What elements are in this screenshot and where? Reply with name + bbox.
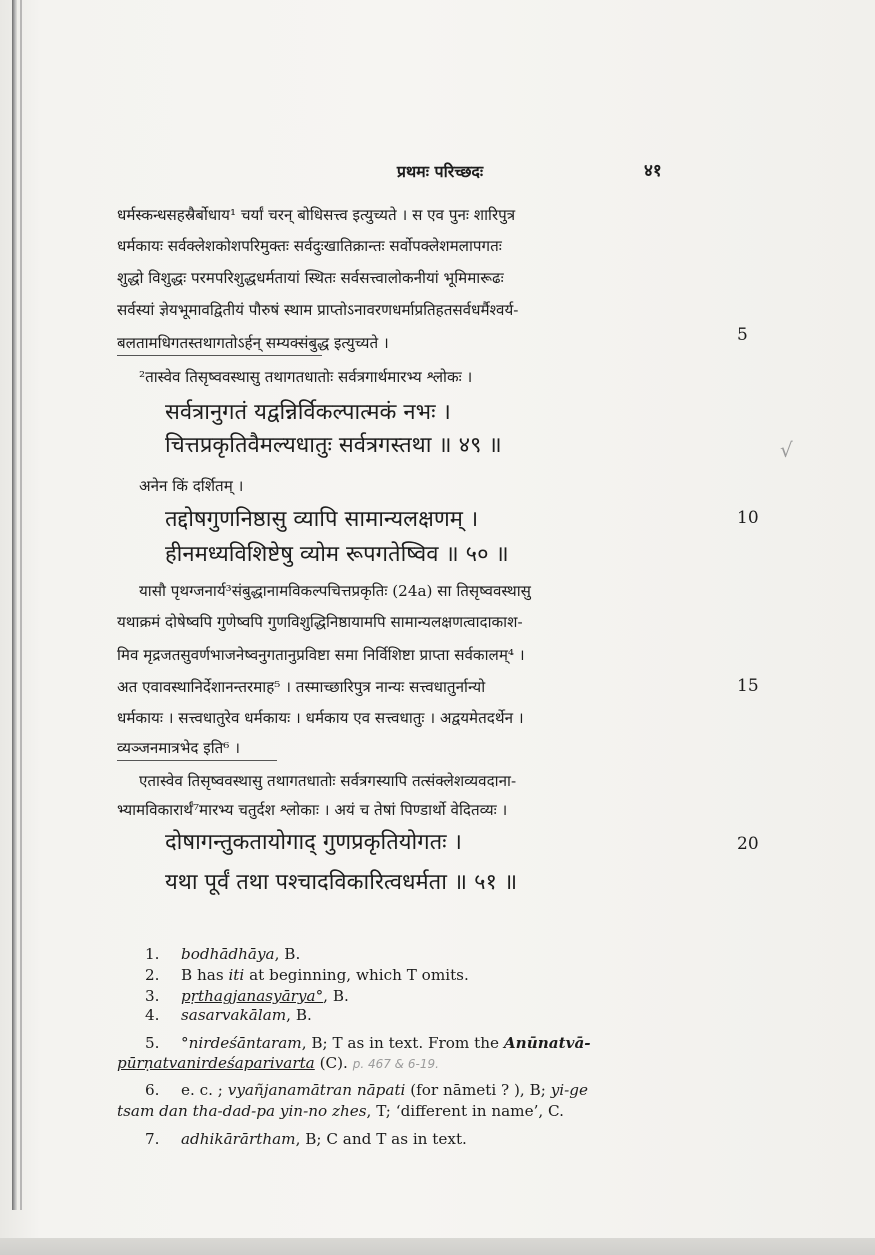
text-line: शुद्धो विशुद्धः परमपरिशुद्धधर्मतायां स्थितः सर्वसत्त्वालोकनीयां भूमिमारूढः — [117, 269, 504, 287]
verse-line: तद्दोषगुणनिष्ठासु व्यापि सामान्यलक्षणम् । — [165, 507, 479, 532]
text-line: एतास्वेव तिसृष्ववस्थासु तथागतधातोः सर्वत्रगस्यापि तत्संक्लेशव्यवदाना- — [139, 772, 517, 790]
page-bottom-edge — [0, 1238, 875, 1255]
footnote-text: , B; T as in text. From the — [301, 1034, 504, 1052]
footnote-term: pūrṇatvanirdeśaparivarta — [117, 1054, 315, 1072]
footnote-continuation — [117, 1101, 564, 1121]
text-line: धर्मस्कन्धसहस्रैर्बोधाय¹ चर्यां चरन् बोधिसत्त्व इत्युच्यते । स एव पुनः शारिपुत्र — [117, 206, 516, 224]
verse-line: सर्वत्रानुगतं यद्वन्निर्विकल्पात्मकं नभः । — [165, 400, 451, 425]
footnote — [145, 965, 469, 985]
line-number: 10 — [737, 508, 759, 528]
text-line: व्यञ्जनमात्रभेद इति⁶ । — [117, 739, 240, 757]
footnote — [145, 1033, 591, 1053]
text-line: यथाक्रमं दोषेष्वपि गुणेष्वपि गुणविशुद्धिनिष्ठायामपि सामान्यलक्षणत्वादाकाश- — [117, 613, 523, 631]
footnote-text: (for nāmeti ? ), B; — [405, 1081, 551, 1099]
footnote-term: °nirdeśāntaram — [181, 1034, 302, 1052]
verse-line: हीनमध्यविशिष्टेषु व्योम रूपगतेष्विव ॥ ५० ॥ — [165, 542, 509, 567]
line-number: 5 — [737, 325, 748, 345]
text-line: सर्वस्यां ज्ञेयभूमावद्वितीयं पौरुषं स्थाम प्राप्तोऽनावरणधर्माप्रतिहतसर्वधर्मैश्वर्य- — [117, 301, 519, 319]
footnote-text: , B; C and T as in text. — [295, 1130, 467, 1148]
footnote — [145, 1080, 588, 1100]
footnote-text: , T; ‘different in name’, C. — [366, 1102, 564, 1120]
verse-line: चित्तप्रकृतिवैमल्यधातुः सर्वत्रगस्तथा ॥ ४९ ॥ — [165, 433, 502, 458]
binding-edge — [12, 0, 17, 1210]
pencil-check-mark: √ — [780, 438, 793, 462]
footnote-term: tsam dan tha-dad-pa yin-no zhes — [117, 1102, 367, 1120]
footnote-term: sasarvakālam — [181, 1006, 287, 1024]
footnote-text: at beginning, which T omits. — [244, 966, 469, 984]
footnote — [145, 1129, 467, 1149]
footnote-number: 3. — [145, 987, 160, 1005]
text-line: अत एवावस्थानिर्देशानन्तरमाह⁵ । तस्माच्छारिपुत्र नान्यः सत्त्वधातुर्नान्यो — [117, 678, 486, 696]
footnote — [145, 1005, 312, 1025]
footnote-term: bodhādhāya — [181, 945, 275, 963]
text-line: ²तास्वेव तिसृष्ववस्थासु तथागतधातोः सर्वत्रगार्थमारभ्य श्लोकः । — [139, 368, 473, 386]
text-line: धर्मकायः सर्वक्लेशकोशपरिमुक्तः सर्वदुःखातिक्रान्तः सर्वोपक्लेशमलापगतः — [117, 237, 502, 255]
text-line: धर्मकायः । सत्त्वधातुरेव धर्मकायः । धर्मकाय एव सत्त्वधातुः । अद्वयमेतदर्थेन । — [117, 709, 524, 727]
footnote-text: e. c. ; — [181, 1081, 228, 1099]
line-number: 20 — [737, 834, 759, 854]
footnote-term: Anūnatvā- — [503, 1034, 591, 1052]
underline — [117, 355, 322, 356]
text-line: यासौ पृथग्जनार्य³संबुद्धानामविकल्पचित्तप्रकृतिः (24a) सा तिसृष्ववस्थासु — [139, 582, 531, 600]
footnote-text: B has — [181, 966, 229, 984]
footnote-term: adhikārārtham — [181, 1130, 296, 1148]
footnote-continuation — [117, 1053, 439, 1074]
line-number: 15 — [737, 676, 759, 696]
footnote-term: vyañjanamātran nāpati — [227, 1081, 406, 1099]
footnote-number: 2. — [145, 966, 160, 984]
footnote-text: , B. — [274, 945, 301, 963]
verse-line: दोषागन्तुकतायोगाद् गुणप्रकृतियोगतः । — [165, 830, 462, 855]
text-line: भ्यामविकारार्थं⁷मारभ्य चतुर्दश श्लोकाः । अयं च तेषां पिण्डार्थो वेदितव्यः । — [117, 801, 508, 819]
footnote-text: , B. — [323, 987, 349, 1005]
footnote-number: 1. — [145, 945, 160, 963]
footnote-term: pṛthagjanasyārya° — [181, 987, 324, 1005]
footnote-term: iti — [228, 966, 245, 984]
footnote-number: 7. — [145, 1130, 160, 1148]
footnote-text: (C). — [314, 1054, 348, 1072]
footnote — [145, 986, 349, 1006]
verse-line: यथा पूर्वं तथा पश्चादविकारित्वधर्मता ॥ ५१ ॥ — [165, 870, 518, 895]
underline — [117, 760, 277, 761]
footnote-number: 5. — [145, 1034, 160, 1052]
pencil-annotation: p. 467 & 6-19. — [352, 1057, 439, 1071]
binding-shadow — [20, 0, 22, 1210]
text-line: अनेन किं दर्शितम् । — [139, 477, 244, 495]
text-line: बलतामधिगतस्तथागतोऽर्हन् सम्यक्संबुद्ध इत्युच्यते । — [117, 334, 389, 352]
footnote-term: yi-ge — [550, 1081, 588, 1099]
footnote-text: , B. — [286, 1006, 312, 1024]
footnote-number: 4. — [145, 1006, 160, 1024]
page-number: ४१ — [644, 161, 662, 181]
footnote — [145, 944, 300, 964]
chapter-title: प्रथमः परिच्छदः — [396, 162, 484, 181]
footnote-number: 6. — [145, 1081, 160, 1099]
text-line: मिव मृद्रजतसुवर्णभाजनेष्वनुगतानुप्रविष्टा समा निर्विशिष्टा प्राप्ता सर्वकालम्⁴ । — [117, 646, 525, 664]
